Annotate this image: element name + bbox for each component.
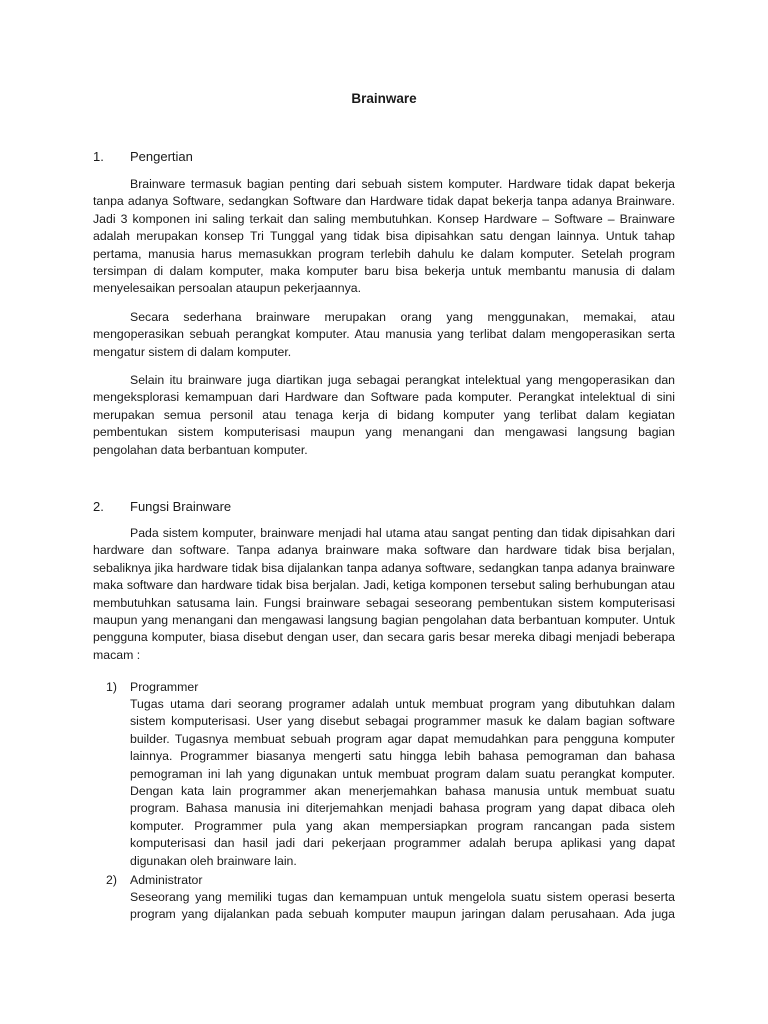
list-item-number: 2): [106, 873, 117, 887]
list-item-body: Tugas utama dari seorang programer adalah untuk membuat program yang dibutuhkan dalam sistem komputerisasi. User yang disebut sebagai programmer masuk ke dalam bagian software builder. Tugasnya membuat sebuah program agar dapat memudahkan para pengguna komputer lainnya. Programmer biasanya mengerti satu hingga lebih bahasa pemograman dan bahasa pemograman ini lah yang digunakan untuk membuat program dalam suatu perangkat komputer. Dengan kata lain programmer akan menerjemahkan bahasa manusia untuk membuat suatu program. Bahasa manusia ini diterjemahkan menjadi bahasa program yang dapat dibaca oleh komputer. Programmer pula yang akan mempersiapkan program rancangan pada sistem komputerisasi dan hasil jadi dari pekerjaan programmer adalah berupa aplikasi yang dapat digunakan oleh brainware lain.: [130, 697, 675, 868]
section-heading-pengertian: [93, 148, 193, 166]
list-item-body: Seseorang yang memiliki tugas dan kemampuan untuk mengelola suatu sistem operasi beserta program yang dijalankan pada sebuah komputer maupun jaringan dalam perusahaan. Ada juga: [130, 890, 675, 922]
paragraph: Selain itu brainware juga diartikan juga sebagai perangkat intelektual yang mengoperasikan dan mengeksplorasi kemampuan dari Hardware dan Software pada komputer. Perangkat intelektual di sini merupakan semua personil atau tenaga kerja di bidang komputer yang terlibat dalam kegiatan pembentukan sistem komputerisasi maupun yang menangani dan mengawasi langsung bagian pengolahan data berbantuan komputer.: [93, 373, 675, 457]
section-heading-fungsi-brainware: [93, 498, 231, 516]
paragraph: Secara sederhana brainware merupakan orang yang menggunakan, memakai, atau mengoperasikan sebuah perangkat komputer. Atau manusia yang terlibat dalam mengoperasikan serta mengatur sistem di dalam komputer.: [93, 310, 675, 359]
section-number: 1.: [93, 149, 104, 164]
section-title: Pengertian: [130, 149, 193, 164]
document-title: Brainware: [351, 91, 417, 106]
list-item-title: Programmer: [130, 680, 199, 694]
paragraph: Brainware termasuk bagian penting dari sebuah sistem komputer. Hardware tidak dapat bekerja tanpa adanya Software, sedangkan Software dan Hardware tidak dapat bekerja tanpa adanya Brainware. Jadi 3 komponen ini saling terkait dan saling membutuhkan. Konsep Hardware – Software – Brainware adalah merupakan konsep Tri Tunggal yang tidak bisa dipisahkan satu dengan lainnya. Untuk tahap pertama, manusia harus memasukkan program terlebih dahulu ke dalam komputer. Setelah program tersimpan di dalam komputer, maka komputer baru bisa bekerja untuk membantu manusia di dalam menyelesaikan persoalan ataupun pekerjaannya.: [93, 177, 675, 296]
list-item-number: 1): [106, 680, 117, 694]
paragraph: Pada sistem komputer, brainware menjadi hal utama atau sangat penting dan tidak dipisahkan dari hardware dan software. Tanpa adanya brainware maka software dan hardware tidak bisa berjalan, sebaliknya jika hardware tidak bisa dijalankan tanpa adanya software, sedangkan tanpa adanya brainware maka software dan hardware tidak bisa berjalan. Jadi, ketiga komponen tersebut saling berhubungan atau membutuhkan satusama lain. Fungsi brainware sebagai seseorang pembentukan sistem komputerisasi maupun yang menangani dan mengawasi langsung bagian pengolahan data berbantuan komputer. Untuk pengguna komputer, biasa disebut dengan user, dan secara garis besar mereka dibagi menjadi beberapa macam :: [93, 526, 675, 662]
section-title: Fungsi Brainware: [130, 499, 232, 514]
list-item-title: Administrator: [130, 873, 203, 887]
section-number: 2.: [93, 499, 104, 514]
